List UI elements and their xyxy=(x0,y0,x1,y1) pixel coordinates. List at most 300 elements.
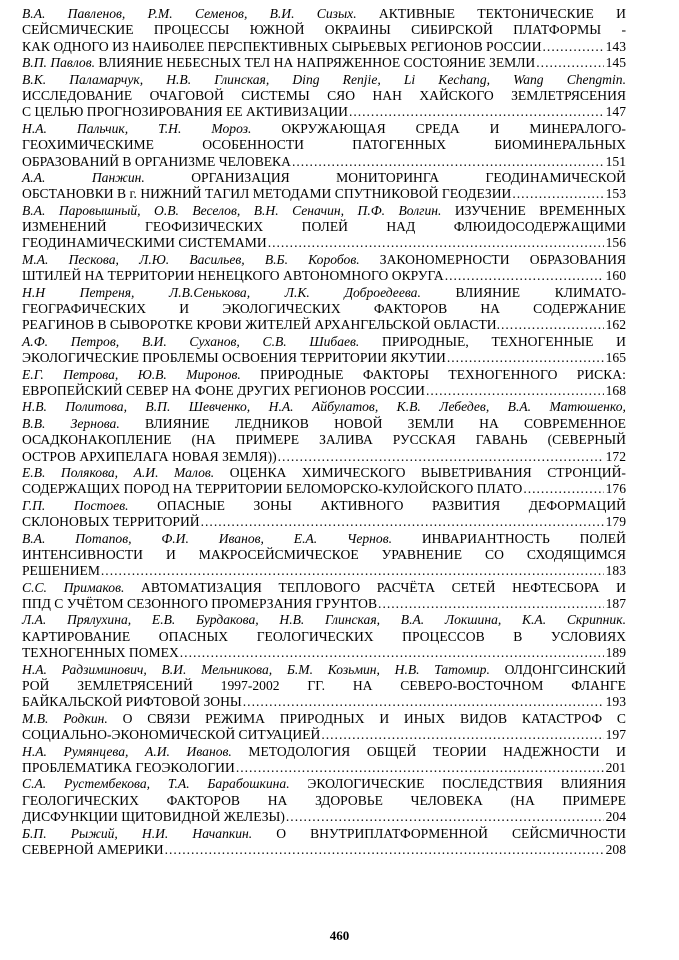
page-ref: 143 xyxy=(605,38,626,54)
author-word: В.А. xyxy=(400,612,425,628)
page-ref: 208 xyxy=(605,841,626,857)
toc-line xyxy=(22,22,626,38)
page-ref: 162 xyxy=(605,317,626,333)
entry-title: СЕВЕРНОЙ АМЕРИКИ xyxy=(22,841,164,857)
title-word: ТЕКТОНИЧЕСКИЕ xyxy=(477,6,594,21)
author-word: Козьмин, xyxy=(327,661,380,677)
entry-title: ЭКОЛОГИЧЕСКИЕ ПРОБЛЕМЫ ОСВОЕНИЯ ТЕРРИТОРИИ ЯКУТИИ xyxy=(22,350,446,366)
toc-line xyxy=(22,514,626,530)
title-word: СИБИРСКОЙ xyxy=(411,22,493,38)
toc-line xyxy=(22,776,626,792)
title-word: ВЛИЯНИЕ xyxy=(144,415,210,431)
toc-entry xyxy=(22,72,626,121)
toc-line xyxy=(22,727,626,743)
dot-leader xyxy=(536,55,603,71)
title-word: ПРОЦЕССЫ xyxy=(153,22,230,38)
toc-line xyxy=(22,170,626,186)
title-word: ПОЛЕЙ xyxy=(301,219,348,235)
page-ref: 165 xyxy=(605,350,626,366)
toc-line xyxy=(22,678,626,694)
author-word: Сеначин, xyxy=(292,202,345,218)
author-word: О.В. xyxy=(154,202,179,218)
author-word: Глинская, xyxy=(325,612,381,628)
author-word: Петрова, xyxy=(63,366,119,382)
author-word: В.А. xyxy=(22,202,46,218)
title-word: РУССКАЯ xyxy=(392,432,456,448)
toc-line xyxy=(22,645,626,661)
title-word: НА xyxy=(267,792,288,808)
toc-line xyxy=(22,563,626,579)
toc-line xyxy=(22,547,626,563)
title-word: ПРИРОДНЫЕ xyxy=(260,366,344,382)
title-word: С xyxy=(616,710,626,726)
author-word: Веселов, xyxy=(192,202,241,218)
toc-line xyxy=(22,367,626,383)
title-word: СХОДЯЩИМСЯ xyxy=(526,546,626,562)
toc-line xyxy=(22,383,626,399)
page-ref: 172 xyxy=(605,448,626,464)
toc-line xyxy=(22,301,626,317)
toc-entry xyxy=(22,285,626,334)
entry-title: ШТИЛЕЙ НА ТЕРРИТОРИИ НЕНЕЦКОГО АВТОНОМНОГО ОКРУГА xyxy=(22,268,444,284)
author-word: Е.Г. xyxy=(22,366,44,382)
toc-line xyxy=(22,744,626,760)
toc-line xyxy=(22,662,626,678)
title-word: ФАКТОРОВ xyxy=(166,792,240,808)
page-ref: 193 xyxy=(605,694,626,710)
author-word: А.И. xyxy=(133,464,159,480)
author-word: Мельникова, xyxy=(201,661,273,677)
title-word: СИСТЕМЫ xyxy=(241,87,310,103)
title-word: ФЛАНГЕ xyxy=(571,678,626,694)
author-word: Панжин. xyxy=(91,169,145,185)
title-word: МАКРОСЕЙСМИЧЕСКОЕ xyxy=(198,546,359,562)
author-word: М.В. xyxy=(22,710,49,726)
toc-line xyxy=(22,498,626,514)
toc-line xyxy=(22,121,626,137)
toc-line xyxy=(22,809,626,825)
page-ref: 156 xyxy=(605,235,626,251)
entry-title: ВЛИЯНИЕ НЕБЕСНЫХ ТЕЛ НА НАПРЯЖЕННОЕ СОСТОЯНИЕ ЗЕМЛИ xyxy=(98,55,536,71)
toc-entry xyxy=(22,367,626,400)
title-word: СВЯЗИ xyxy=(147,710,191,726)
toc-entry xyxy=(22,465,626,498)
title-word: И xyxy=(616,579,626,595)
author-word: Н.В. xyxy=(166,71,192,87)
title-word: ОКРАИНЫ xyxy=(324,22,391,38)
title-word: ОКРУЖАЮЩАЯ xyxy=(281,120,386,136)
title-word: ЗЕМЛЕТРЯСЕНИЙ xyxy=(77,678,193,694)
toc-line xyxy=(22,711,626,727)
author-word: Ding xyxy=(292,71,320,87)
toc-line xyxy=(22,6,626,22)
title-word: ЭКОЛОГИЧЕСКИЕ xyxy=(307,776,425,792)
author-word: Иванов. xyxy=(186,743,232,759)
dot-leader xyxy=(426,383,604,399)
author-word: Локшина, xyxy=(444,612,502,628)
title-word: ВЛИЯНИЕ xyxy=(455,284,521,300)
title-word: ЗОНЫ xyxy=(253,497,292,513)
author-word: Зернова. xyxy=(70,415,120,431)
title-word: ХАЙСКОГО xyxy=(419,87,494,103)
author-word: Начапкин. xyxy=(192,825,253,841)
author-word: В.В. xyxy=(22,415,46,431)
entry-title: С ЦЕЛЬЮ ПРОГНОЗИРОВАНИЯ ЕЕ АКТИВИЗАЦИИ xyxy=(22,104,348,120)
title-word: СО xyxy=(485,546,504,562)
entry-title: СОЦИАЛЬНО-ЭКОНОМИЧЕСКОЙ СИТУАЦИЕЙ xyxy=(22,727,321,743)
title-word: ДЕФОРМАЦИЙ xyxy=(528,497,626,513)
title-word: ВЫВЕТРИВАНИЯ xyxy=(421,464,532,480)
title-word: ОСОБЕННОСТИ xyxy=(202,137,304,153)
title-word: (СЕВЕРНЫЙ xyxy=(547,432,626,448)
dot-leader xyxy=(278,449,604,465)
dot-leader xyxy=(292,154,604,170)
toc-entry xyxy=(22,531,626,580)
dot-leader xyxy=(236,760,604,776)
dot-leader xyxy=(101,563,604,579)
toc-line xyxy=(22,399,626,415)
page-ref: 197 xyxy=(605,727,626,743)
author-word: Паровышный, xyxy=(58,202,141,218)
title-word: СТРОНЦИЙ- xyxy=(547,464,626,480)
author-word: Г.П. xyxy=(22,497,46,513)
page-ref: 151 xyxy=(605,153,626,169)
title-word: НА xyxy=(480,301,500,317)
title-word: ЗДОРОВЬЕ xyxy=(315,792,383,808)
title-word: ТЕПЛОВОГО xyxy=(278,579,361,595)
title-word: ВРЕМЕННЫХ xyxy=(539,202,626,218)
page-ref: 160 xyxy=(605,268,626,284)
author-word: Л.Ю. xyxy=(139,251,170,267)
author-word: Т.А. xyxy=(167,776,190,792)
title-word: ПОЛЕЙ xyxy=(579,530,626,546)
author-word: Суханов, xyxy=(189,333,240,349)
entry-title: ТЕХНОГЕННЫХ ПОМЕХ xyxy=(22,645,179,661)
title-word: ФАКТОРОВ xyxy=(373,301,448,317)
title-word: НАДЕЖНОСТИ xyxy=(503,743,600,759)
author-word: К.А. xyxy=(522,612,547,628)
toc-line xyxy=(22,219,626,235)
author-word: Н.А. xyxy=(22,120,47,136)
toc-entry xyxy=(22,170,626,203)
toc-entry xyxy=(22,121,626,170)
title-word: ГЕОЛОГИЧЕСКИХ xyxy=(22,792,139,808)
author-word: Прялухина, xyxy=(67,612,132,628)
author-word: Примаков. xyxy=(63,579,125,595)
author-word: Шибаев. xyxy=(309,333,360,349)
entry-title: РЕШЕНИЕМ xyxy=(22,563,100,579)
title-word: РИСКА: xyxy=(576,366,626,382)
toc-entry xyxy=(22,203,626,252)
title-word: ЗАКОНОМЕРНОСТИ xyxy=(379,251,510,267)
title-word: И xyxy=(616,6,626,21)
toc-entry xyxy=(22,498,626,531)
toc-line xyxy=(22,481,626,497)
author-word: Иванов, xyxy=(218,530,264,546)
toc-entry xyxy=(22,826,626,859)
dot-leader xyxy=(501,317,604,333)
toc-entry xyxy=(22,662,626,711)
title-word: ОПАСНЫХ xyxy=(158,628,229,644)
author-word: С.С. xyxy=(22,579,47,595)
toc-line xyxy=(22,235,626,251)
author-word: Доброедеева. xyxy=(344,284,421,300)
page-ref: 176 xyxy=(605,481,626,497)
page-ref: 145 xyxy=(605,55,626,71)
toc-line xyxy=(22,350,626,366)
toc-entry xyxy=(22,580,626,613)
toc-line xyxy=(22,72,626,88)
title-word: ФАКТОРЫ xyxy=(362,366,429,382)
title-word: ГЕОЛОГИЧЕСКИХ xyxy=(256,628,374,644)
page-ref: 187 xyxy=(605,596,626,612)
author-word: Р.М. xyxy=(147,6,173,21)
toc-line xyxy=(22,793,626,809)
author-word: Лебедев, xyxy=(439,399,490,415)
title-word: СЕВЕРО-ВОСТОЧНОМ xyxy=(400,678,544,694)
author-word: Айбулатов, xyxy=(312,399,379,415)
author-word: Петреня, xyxy=(79,284,135,300)
title-word: МИНЕРАЛОГО- xyxy=(529,120,626,136)
title-word: ИНЫХ xyxy=(403,710,446,726)
dot-leader xyxy=(378,596,604,612)
author-word: П.Ф. xyxy=(357,202,386,218)
title-word: ОЧАГОВОЙ xyxy=(149,87,224,103)
toc-line xyxy=(22,432,626,448)
dot-leader xyxy=(349,104,604,120)
title-word: ОБЩЕЙ xyxy=(366,743,417,759)
title-word: ТЕОРИИ xyxy=(432,743,487,759)
toc-entry xyxy=(22,711,626,744)
author-word: Матюшенко, xyxy=(549,399,626,415)
author-word: Бурдакова, xyxy=(196,612,259,628)
author-word: Павленов, xyxy=(67,6,126,21)
toc-line xyxy=(22,285,626,301)
title-word: И xyxy=(179,301,190,317)
author-word: Пескова, xyxy=(68,251,119,267)
title-word: СРЕДА xyxy=(415,120,460,136)
title-word: ГЕОГРАФИЧЕСКИХ xyxy=(22,301,147,317)
toc-line xyxy=(22,334,626,350)
dot-leader xyxy=(180,645,604,661)
title-word: КАРТИРОВАНИЕ xyxy=(22,628,131,644)
title-word: ПРИМЕРЕ xyxy=(235,432,300,448)
author-word: Глинская, xyxy=(214,71,270,87)
title-word: ОЦЕНКА xyxy=(229,464,287,480)
author-word: Wang xyxy=(513,71,544,87)
author-word: Шевченко, xyxy=(188,399,251,415)
title-word: УСЛОВИЯХ xyxy=(550,628,626,644)
title-word: СЯО xyxy=(327,87,356,103)
title-word: ИЗМЕНЕНИЙ xyxy=(22,219,107,235)
entry-title: СКЛОНОВЫХ ТЕРРИТОРИЙ xyxy=(22,514,200,530)
author-word: Политова, xyxy=(65,399,127,415)
page-ref: 153 xyxy=(605,186,626,202)
author-word: В.А. xyxy=(22,6,46,21)
title-word: ПРИРОДНЫХ xyxy=(279,710,365,726)
author-word: Н.В. xyxy=(394,661,420,677)
page-ref: 147 xyxy=(605,104,626,120)
table-of-contents xyxy=(22,6,626,858)
toc-line xyxy=(22,531,626,547)
toc-entry xyxy=(22,55,626,71)
title-word: (НА xyxy=(191,432,216,448)
title-word: СЕЙСМИЧЕСКИЕ xyxy=(22,22,134,38)
author-word: А.А. xyxy=(22,169,46,185)
toc-entry xyxy=(22,399,626,465)
title-word: О xyxy=(276,825,287,841)
title-word: И xyxy=(616,743,626,759)
author-word: Радзиминович, xyxy=(61,661,147,677)
author-word: Постоев. xyxy=(73,497,129,513)
toc-line xyxy=(22,268,626,284)
author-word: Н.А. xyxy=(22,661,47,677)
author-word: Е.А. xyxy=(293,530,318,546)
title-word: НАН xyxy=(372,87,402,103)
author-word: Н.Н xyxy=(22,284,46,300)
toc-line xyxy=(22,39,626,55)
title-word: О xyxy=(122,710,133,726)
toc-entry xyxy=(22,744,626,777)
title-word: РАСЧЁТА xyxy=(376,579,436,595)
title-word: И xyxy=(616,333,626,349)
author-word: Родкин. xyxy=(63,710,108,726)
toc-line xyxy=(22,88,626,104)
author-word: Петров, xyxy=(70,333,120,349)
title-word: ВИДОВ xyxy=(460,710,508,726)
title-word: ПОСЛЕДСТВИЯ xyxy=(442,776,543,792)
title-word: ЭКОЛОГИЧЕСКИХ xyxy=(222,301,341,317)
dot-leader xyxy=(268,235,604,251)
title-word: И xyxy=(379,710,390,726)
page-ref: 168 xyxy=(605,382,626,398)
title-word: ОРГАНИЗАЦИЯ xyxy=(191,169,290,185)
author-word: В.И. xyxy=(269,6,295,21)
title-word: НА xyxy=(479,415,499,431)
entry-title: ОБСТАНОВКИ В г. НИЖНИЙ ТАГИЛ МЕТОДАМИ СПУТНИКОВОЙ ГЕОДЕЗИИ xyxy=(22,186,512,202)
author-word: Ф.И. xyxy=(161,530,189,546)
author-word: В.П. xyxy=(145,399,171,415)
toc-line xyxy=(22,612,626,628)
author-word: Потапов, xyxy=(75,530,132,546)
author-word: Румянцева, xyxy=(63,743,129,759)
toc-line xyxy=(22,55,626,71)
author-word: Малов. xyxy=(174,464,215,480)
title-word: ЮЖНОЙ xyxy=(249,22,305,38)
entry-title: РЕАГИНОВ В СЫВОРОТКЕ КРОВИ ЖИТЕЛЕЙ АРХАНГЕЛЬСКОЙ ОБЛАСТИ. xyxy=(22,317,500,333)
author-word: В.И. xyxy=(141,333,167,349)
author-word: В.А. xyxy=(22,530,46,546)
dot-leader xyxy=(445,268,604,284)
author-word: Е.В. xyxy=(22,464,46,480)
author-word: Л.А. xyxy=(22,612,47,628)
title-word: ПРОЦЕССОВ xyxy=(402,628,485,644)
title-word: ИНВАРИАНТНОСТЬ xyxy=(421,530,550,546)
author-word: Волгин. xyxy=(398,202,442,218)
title-word: ПЛАТФОРМЫ xyxy=(513,22,602,38)
entry-title: ГЕОДИНАМИЧЕСКИМИ СИСТЕМАМИ xyxy=(22,235,267,251)
title-word: ПАТОГЕННЫХ xyxy=(352,137,447,153)
title-word: ТЕХНОГЕННЫЕ xyxy=(491,333,594,349)
title-word: КЛИМАТО- xyxy=(554,284,626,300)
author-word: Мороз. xyxy=(211,120,252,136)
toc-line xyxy=(22,317,626,333)
author-word: Чернов. xyxy=(346,530,393,546)
title-word: ТЕХНОГЕННОГО xyxy=(448,366,558,382)
entry-title: ОСТРОВ АРХИПЕЛАГА НОВАЯ ЗЕМЛЯ)) xyxy=(22,448,277,464)
author-word: Е.В. xyxy=(151,612,176,628)
dot-leader xyxy=(201,514,604,530)
author-word: Б.П. xyxy=(22,825,47,841)
title-word: ПРИРОДНЫЕ, xyxy=(382,333,469,349)
toc-entry xyxy=(22,6,626,55)
author-word: Н.А. xyxy=(22,743,47,759)
toc-line xyxy=(22,252,626,268)
title-word: ФЛЮИДОСОДЕРЖАЩИМИ xyxy=(453,219,626,235)
title-word: АВТОМАТИЗАЦИЯ xyxy=(141,579,262,595)
title-word: МЕТОДОЛОГИЯ xyxy=(248,743,351,759)
author-word: Полякова, xyxy=(60,464,119,480)
title-word: ОПАСНЫЕ xyxy=(157,497,225,513)
title-word: ГЕОХИМИЧЕСКИМЕ xyxy=(22,137,154,153)
title-word: - xyxy=(621,22,626,38)
author-word: В.А. xyxy=(507,399,532,415)
title-word: УРАВНЕНИЕ xyxy=(381,546,463,562)
author-word: Семенов, xyxy=(194,6,248,21)
toc-line xyxy=(22,842,626,858)
entry-title: ЕВРОПЕЙСКИЙ СЕВЕР НА ФОНЕ ДРУГИХ РЕГИОНОВ РОССИИ xyxy=(22,382,425,398)
toc-line xyxy=(22,137,626,153)
title-word: ЗЕМЛЕТРЯСЕНИЯ xyxy=(511,87,626,103)
title-word: ЗЕМЛИ xyxy=(407,415,454,431)
title-word: ОСАДКОНАКОПЛЕНИЕ xyxy=(22,432,172,448)
title-word: СОВРЕМЕННОЕ xyxy=(524,415,626,431)
author-word: Н.А. xyxy=(268,399,294,415)
page-ref: 201 xyxy=(605,759,626,775)
title-word: НАД xyxy=(386,219,416,235)
title-word: НА xyxy=(352,678,373,694)
entry-title: ПРОБЛЕМАТИКА ГЕОЭКОЛОГИИ xyxy=(22,759,235,775)
toc-line xyxy=(22,203,626,219)
author-word: Л.В.Сенькова, xyxy=(169,284,251,300)
page-number: 460 xyxy=(329,928,350,943)
author-word: Н.В. xyxy=(22,399,47,415)
author-word: Т.Н. xyxy=(158,120,182,136)
entry-title: КАК ОДНОГО ИЗ НАИБОЛЕЕ ПЕРСПЕКТИВНЫХ СЫРЬЕВЫХ РЕГИОНОВ РОССИИ xyxy=(22,38,542,54)
title-word: ГЕОФИЗИЧЕСКИХ xyxy=(145,219,264,235)
title-word: НЕФТЕСБОРА xyxy=(512,579,600,595)
author-word: С.А. xyxy=(22,776,47,792)
author-word: К.В. xyxy=(396,399,421,415)
title-word: 1997-2002 xyxy=(220,678,280,694)
title-word: И xyxy=(489,120,500,136)
title-word: РАЗВИТИЯ xyxy=(432,497,501,513)
toc-line xyxy=(22,694,626,710)
title-word: АКТИВНОГО xyxy=(320,497,404,513)
entry-title: ОБРАЗОВАНИЙ В ОРГАНИЗМЕ ЧЕЛОВЕКА xyxy=(22,153,291,169)
author-word: Сизых. xyxy=(316,6,357,21)
author-word: Kechang, xyxy=(438,71,491,87)
entry-authors: В.П. Павлов. xyxy=(22,55,99,71)
author-word: Б.М. xyxy=(286,661,314,677)
author-word: Л.К. xyxy=(284,284,310,300)
author-word: С.В. xyxy=(262,333,287,349)
dot-leader xyxy=(523,481,603,497)
author-word: Скрипник. xyxy=(566,612,626,628)
author-word: Chengmin. xyxy=(566,71,626,87)
title-word: МОНИТОРИНГА xyxy=(336,169,440,185)
author-word: А.И. xyxy=(145,743,170,759)
